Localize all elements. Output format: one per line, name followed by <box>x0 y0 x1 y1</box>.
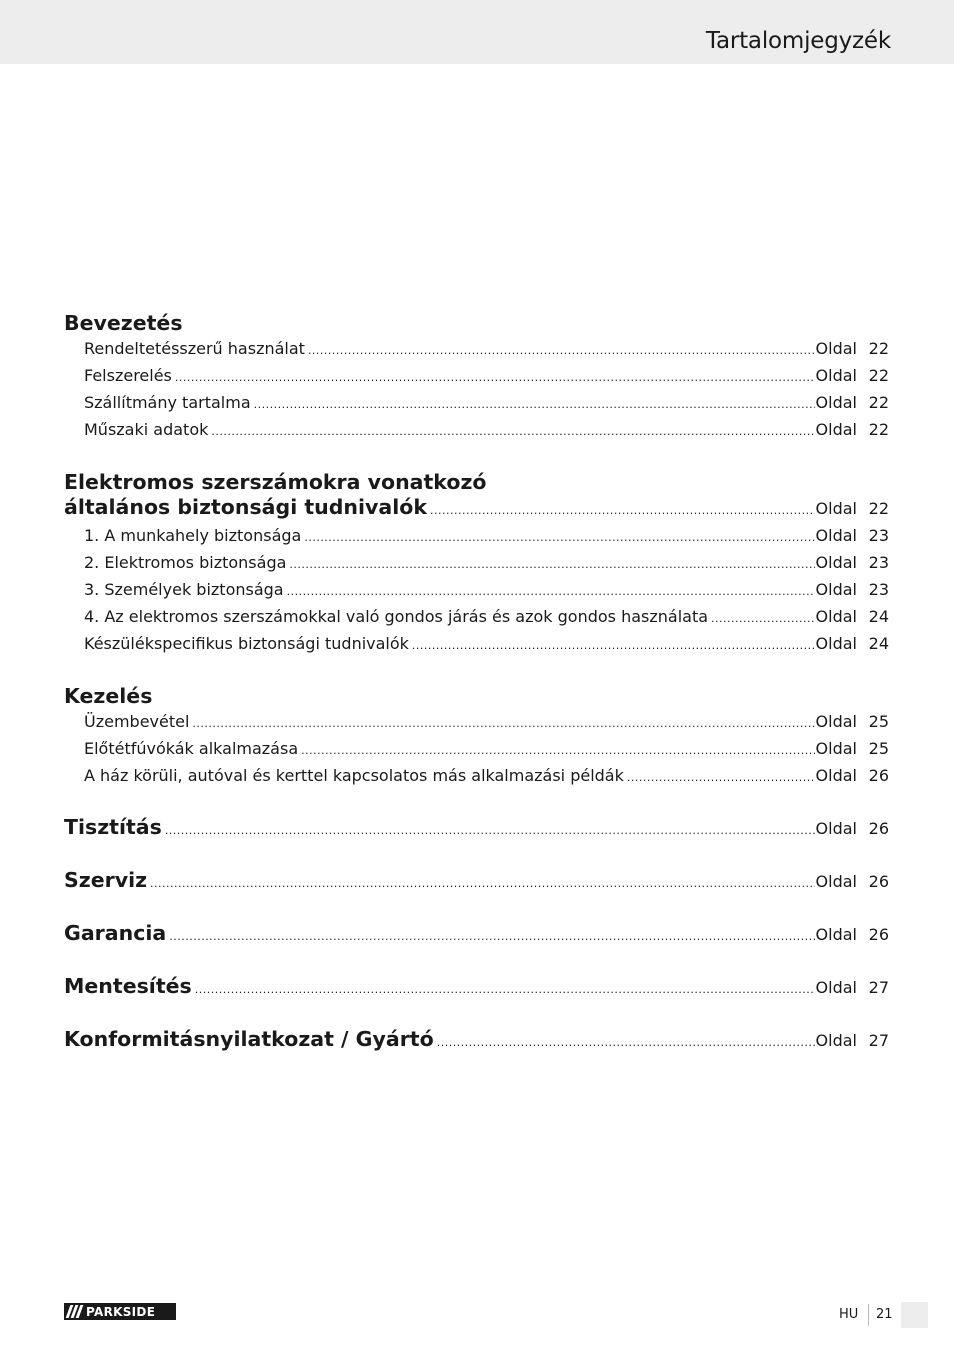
toc-entry[interactable] <box>64 921 889 949</box>
toc-page-number: 27 <box>868 1031 889 1050</box>
dot-leader <box>165 818 815 843</box>
toc-entry-label: Készülékspecifikus biztonsági tudnivalók <box>84 634 409 653</box>
toc-page-number: 25 <box>868 739 889 758</box>
toc-page-number: 22 <box>868 339 889 358</box>
logo-stripes-icon <box>64 1303 84 1320</box>
toc-entry[interactable] <box>64 336 889 363</box>
toc-section-mentesites <box>64 974 889 1002</box>
page-prefix: Oldal <box>815 499 857 518</box>
section-title-line1: Elektromos szerszámokra vonatkozó <box>64 470 487 494</box>
table-of-contents <box>64 310 889 1080</box>
dot-leader <box>175 365 815 390</box>
page-prefix: Oldal <box>815 634 857 653</box>
dot-leader <box>287 579 815 604</box>
dot-leader <box>304 525 814 550</box>
page-prefix: Oldal <box>815 339 857 358</box>
toc-entry[interactable] <box>64 815 889 843</box>
dot-leader <box>211 419 814 444</box>
toc-entry[interactable] <box>64 390 889 417</box>
toc-page-number: 22 <box>868 393 889 412</box>
toc-page-number: 23 <box>868 580 889 599</box>
dot-leader <box>169 924 814 949</box>
language-code: HU <box>839 1307 859 1322</box>
toc-entry[interactable] <box>64 577 889 604</box>
toc-entry-label: 1. A munkahely biztonsága <box>84 526 302 545</box>
toc-section-konformitas <box>64 1027 889 1055</box>
page-prefix: Oldal <box>815 366 857 385</box>
toc-entry-label: 2. Elektromos biztonsága <box>84 553 287 572</box>
page-prefix: Oldal <box>815 526 857 545</box>
dot-leader <box>289 552 814 577</box>
toc-entry[interactable] <box>64 736 889 763</box>
page-prefix: Oldal <box>815 739 857 758</box>
toc-entry[interactable] <box>64 974 889 1002</box>
section-title: Tisztítás <box>64 815 162 839</box>
toc-entry[interactable] <box>64 363 889 390</box>
toc-entry[interactable] <box>64 523 889 550</box>
toc-entry[interactable] <box>64 709 889 736</box>
toc-entry[interactable] <box>64 417 889 444</box>
section-title-line2: általános biztonsági tudnivalók <box>64 495 427 519</box>
page-prefix: Oldal <box>815 420 857 439</box>
toc-page-number: 27 <box>868 978 889 997</box>
brand-name: PARKSIDE <box>86 1304 156 1319</box>
section-title: Szerviz <box>64 868 148 892</box>
toc-section-garancia <box>64 921 889 949</box>
page-number: 21 <box>876 1307 893 1322</box>
toc-page-number: 26 <box>868 819 889 838</box>
toc-entry[interactable] <box>64 763 889 790</box>
dot-leader <box>437 1030 815 1055</box>
toc-page-number: 23 <box>868 553 889 572</box>
page-prefix: Oldal <box>815 607 857 626</box>
toc-entry-label: 3. Személyek biztonsága <box>84 580 284 599</box>
toc-entry-label: A ház körüli, autóval és kerttel kapcsolatos más alkalmazási példák <box>84 766 624 785</box>
toc-section-kezeles <box>64 683 889 790</box>
toc-entry-label: 4. Az elektromos szerszámokkal való gondos járás és azok gondos használata <box>84 607 709 626</box>
toc-entry-label: Műszaki adatok <box>84 420 209 439</box>
toc-page-number: 22 <box>868 420 889 439</box>
dot-leader <box>301 738 814 763</box>
page-prefix: Oldal <box>815 819 857 838</box>
toc-page-number: 26 <box>868 925 889 944</box>
toc-entry[interactable] <box>64 604 889 631</box>
page-prefix: Oldal <box>815 766 857 785</box>
toc-entry-label: Felszerelés <box>84 366 172 385</box>
dot-leader <box>627 765 815 790</box>
page-prefix: Oldal <box>815 978 857 997</box>
toc-entry-label: Rendeltetésszerű használat <box>84 339 305 358</box>
toc-section-elektromos <box>64 469 889 658</box>
dot-leader <box>192 711 814 736</box>
toc-entry[interactable] <box>64 631 889 658</box>
toc-page-number: 26 <box>868 872 889 891</box>
dot-leader <box>150 871 815 896</box>
toc-page-number: 25 <box>868 712 889 731</box>
dot-leader <box>711 606 815 631</box>
footer-tab <box>901 1302 928 1328</box>
parkside-logo <box>64 1303 176 1320</box>
toc-page-number: 23 <box>868 526 889 545</box>
dot-leader <box>254 392 815 417</box>
toc-page-number: 24 <box>868 607 889 626</box>
toc-page-number: 22 <box>868 499 889 518</box>
page-prefix: Oldal <box>815 925 857 944</box>
page-prefix: Oldal <box>815 872 857 891</box>
toc-entry[interactable] <box>64 495 889 523</box>
toc-entry-label: Előtétfúvókák alkalmazása <box>84 739 299 758</box>
page-prefix: Oldal <box>815 712 857 731</box>
toc-entry[interactable] <box>64 550 889 577</box>
toc-page-number: 24 <box>868 634 889 653</box>
section-title: Garancia <box>64 921 167 945</box>
toc-page-number: 26 <box>868 766 889 785</box>
dot-leader <box>412 633 815 658</box>
toc-page-number: 22 <box>868 366 889 385</box>
dot-leader <box>195 977 815 1002</box>
page-prefix: Oldal <box>815 393 857 412</box>
toc-section-tisztitas <box>64 815 889 843</box>
footer-divider <box>868 1304 869 1326</box>
header-bar <box>0 0 954 64</box>
page-prefix: Oldal <box>815 580 857 599</box>
toc-entry[interactable] <box>64 1027 889 1055</box>
toc-section-bevezetes <box>64 310 889 444</box>
page-prefix: Oldal <box>815 1031 857 1050</box>
section-title: Bevezetés <box>64 311 183 335</box>
toc-entry[interactable] <box>64 868 889 896</box>
toc-section-szerviz <box>64 868 889 896</box>
toc-entry-label: Üzembevétel <box>84 712 190 731</box>
page-title: Tartalomjegyzék <box>705 28 891 54</box>
dot-leader <box>308 338 815 363</box>
page-prefix: Oldal <box>815 553 857 572</box>
dot-leader <box>430 498 815 523</box>
section-title: Kezelés <box>64 684 153 708</box>
section-title: Konformitásnyilatkozat / Gyártó <box>64 1027 434 1051</box>
toc-entry-label: Szállítmány tartalma <box>84 393 251 412</box>
section-title: Mentesítés <box>64 974 192 998</box>
